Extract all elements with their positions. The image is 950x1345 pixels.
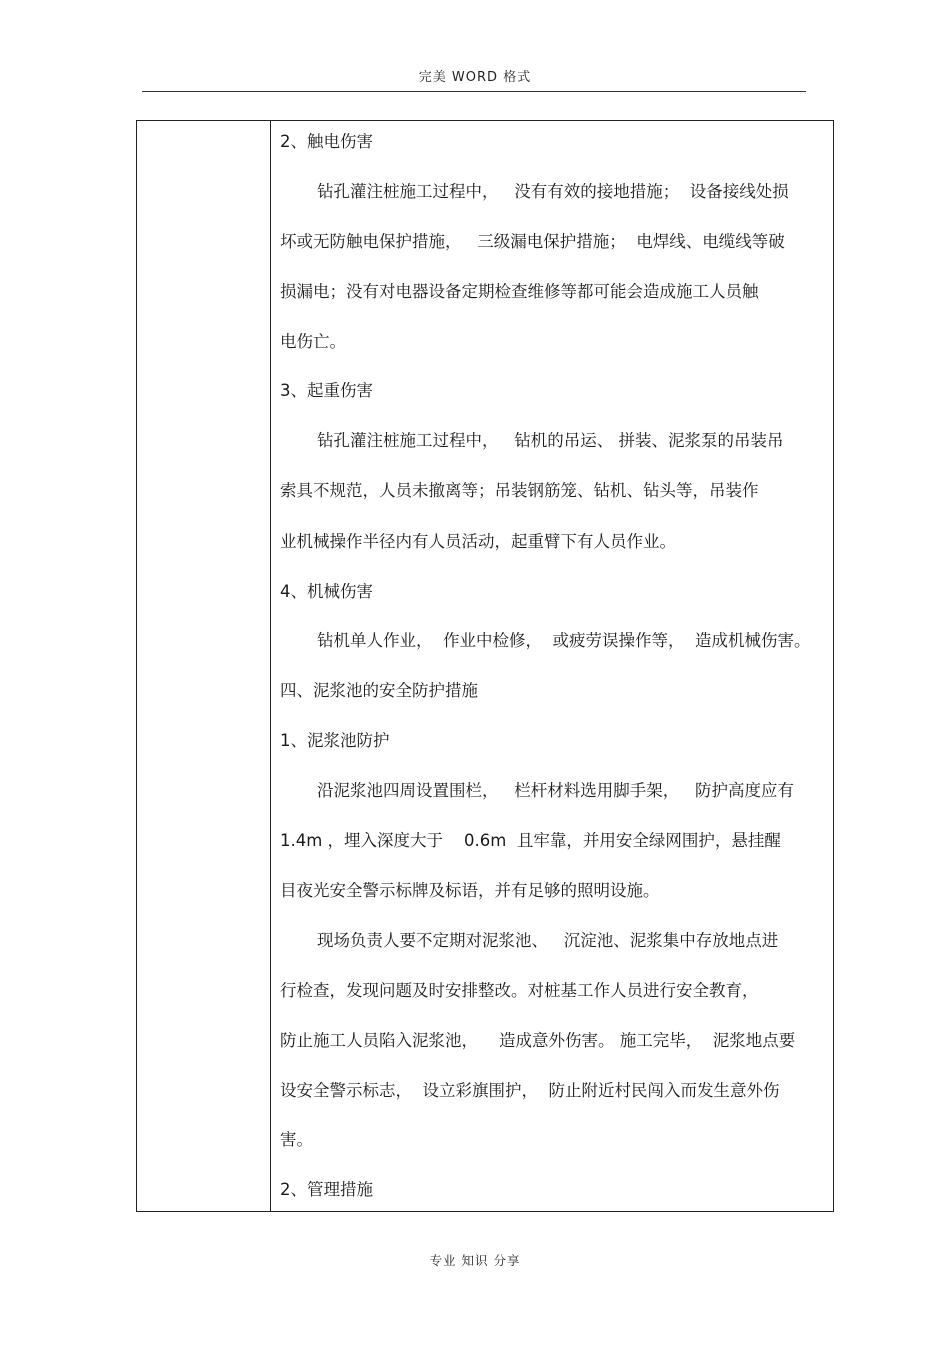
document-table: [136, 120, 834, 1212]
paragraph-line: 防止施工人员陷入泥浆池， 造成意外伤害。 施工完毕， 泥浆地点要: [280, 1031, 796, 1050]
paragraph-line: 现场负责人要不定期对泥浆池、 沉淀池、泥浆集中存放地点进: [317, 931, 779, 950]
heading-management-measures: 2、管理措施: [280, 1180, 373, 1199]
heading-mud-pit-protection: 1、泥浆池防护: [280, 731, 390, 750]
page-footer: 专业 知识 分享: [429, 1253, 521, 1268]
paragraph-line: 钻机单人作业， 作业中检修， 或疲劳误操作等， 造成机械伤害。: [317, 631, 811, 650]
table-left-cell: [137, 121, 271, 1211]
paragraph-line: 设安全警示标志， 设立彩旗围护， 防止附近村民闯入而发生意外伤: [280, 1081, 780, 1100]
heading-lifting-injury: 3、起重伤害: [280, 381, 373, 400]
paragraph-line: 坏或无防触电保护措施， 三级漏电保护措施； 电焊线、电缆线等破: [280, 232, 785, 251]
paragraph-line: 电伤亡。: [280, 332, 346, 351]
paragraph-line: 1.4m ，埋入深度大于 0.6m 且牢靠，并用安全绿网围护，悬挂醒: [280, 831, 781, 850]
heading-electric-shock: 2、触电伤害: [280, 132, 373, 151]
paragraph-line: 业机械操作半径内有人员活动，起重臂下有人员作业。: [280, 532, 676, 551]
heading-mechanical-injury: 4、机械伤害: [280, 582, 373, 601]
section-heading-mud-pit: 四、泥浆池的安全防护措施: [280, 681, 478, 700]
paragraph-line: 钻孔灌注桩施工过程中， 没有有效的接地措施； 设备接线处损: [317, 182, 789, 201]
paragraph-line: 沿泥浆池四周设置围栏， 栏杆材料选用脚手架， 防护高度应有: [317, 781, 794, 800]
page-header: 完美 WORD 格式: [418, 70, 532, 85]
paragraph-line: 目夜光安全警示标牌及标语，并有足够的照明设施。: [280, 881, 660, 900]
paragraph-line: 索具不规范，人员未撤离等；吊装钢筋笼、钻机、钻头等，吊装作: [280, 481, 759, 500]
paragraph-line: 行检查，发现问题及时安排整改。对桩基工作人员进行安全教育，: [280, 981, 759, 1000]
paragraph-line: 害。: [280, 1130, 313, 1149]
paragraph-line: 钻孔灌注桩施工过程中， 钻机的吊运、 拼装、泥浆泵的吊装吊: [317, 431, 784, 450]
paragraph-line: 损漏电；没有对电器设备定期检查维修等都可能会造成施工人员触: [280, 282, 759, 301]
header-divider: [142, 91, 806, 92]
